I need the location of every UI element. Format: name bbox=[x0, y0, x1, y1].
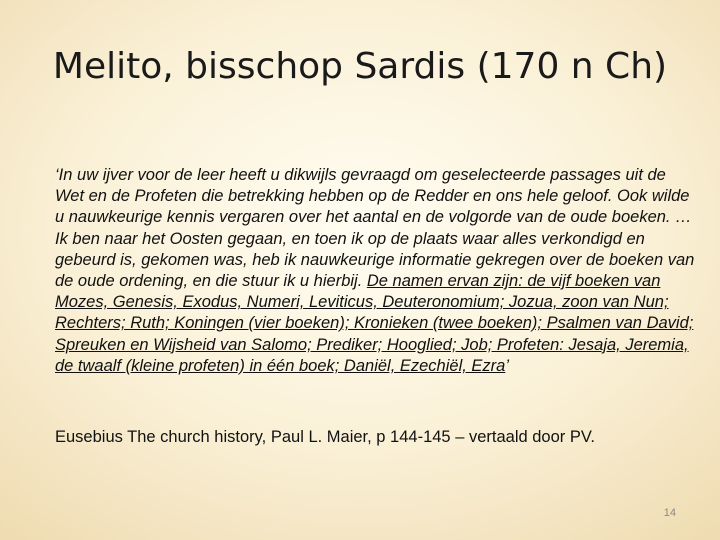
slide-title: Melito, bisschop Sardis (170 n Ch) bbox=[52, 46, 668, 87]
quote-open-mark: ‘ bbox=[55, 166, 59, 184]
source-citation: Eusebius The church history, Paul L. Maier, p 144-145 – vertaald door PV. bbox=[55, 428, 595, 446]
quote-underlined-text: De namen ervan zijn: de vijf boeken van Mozes, Genesis, Exodus, Numeri, Leviticus, Deuteronomium; Jozua, zoon van Nun; Rechters; Ruth; Koningen (vier boeken); Kronieken (twee boeken); Psalmen van David; Spreuken en Wijsheid van Salomo; Prediker; Hooglied; Job; Profeten: Jesaja, Jeremia, de twaalf (kleine profeten) in één boek; Daniël, Ezechiël, Ezra bbox=[55, 272, 694, 375]
quote-paragraph bbox=[55, 165, 695, 377]
quote-close-mark: ’ bbox=[505, 356, 510, 375]
quote-text: In uw ijver voor de leer heeft u dikwijls gevraagd om geselecteerde passages uit de Wet en de Profeten die betrekking hebben op de Redder en ons hele geloof. Ook wilde u nauwkeurige kennis vergaren over het aantal en de volgorde van de oude boeken. … Ik ben naar het Oosten gegaan, en toen ik op de plaats waar alles verkondigd en gebeurd is, gekomen was, heb ik nauwkeurige informatie gekregen over de boeken van de oude ordening, en die stuur ik u hierbij. bbox=[55, 166, 695, 291]
page-number: 14 bbox=[663, 507, 676, 519]
